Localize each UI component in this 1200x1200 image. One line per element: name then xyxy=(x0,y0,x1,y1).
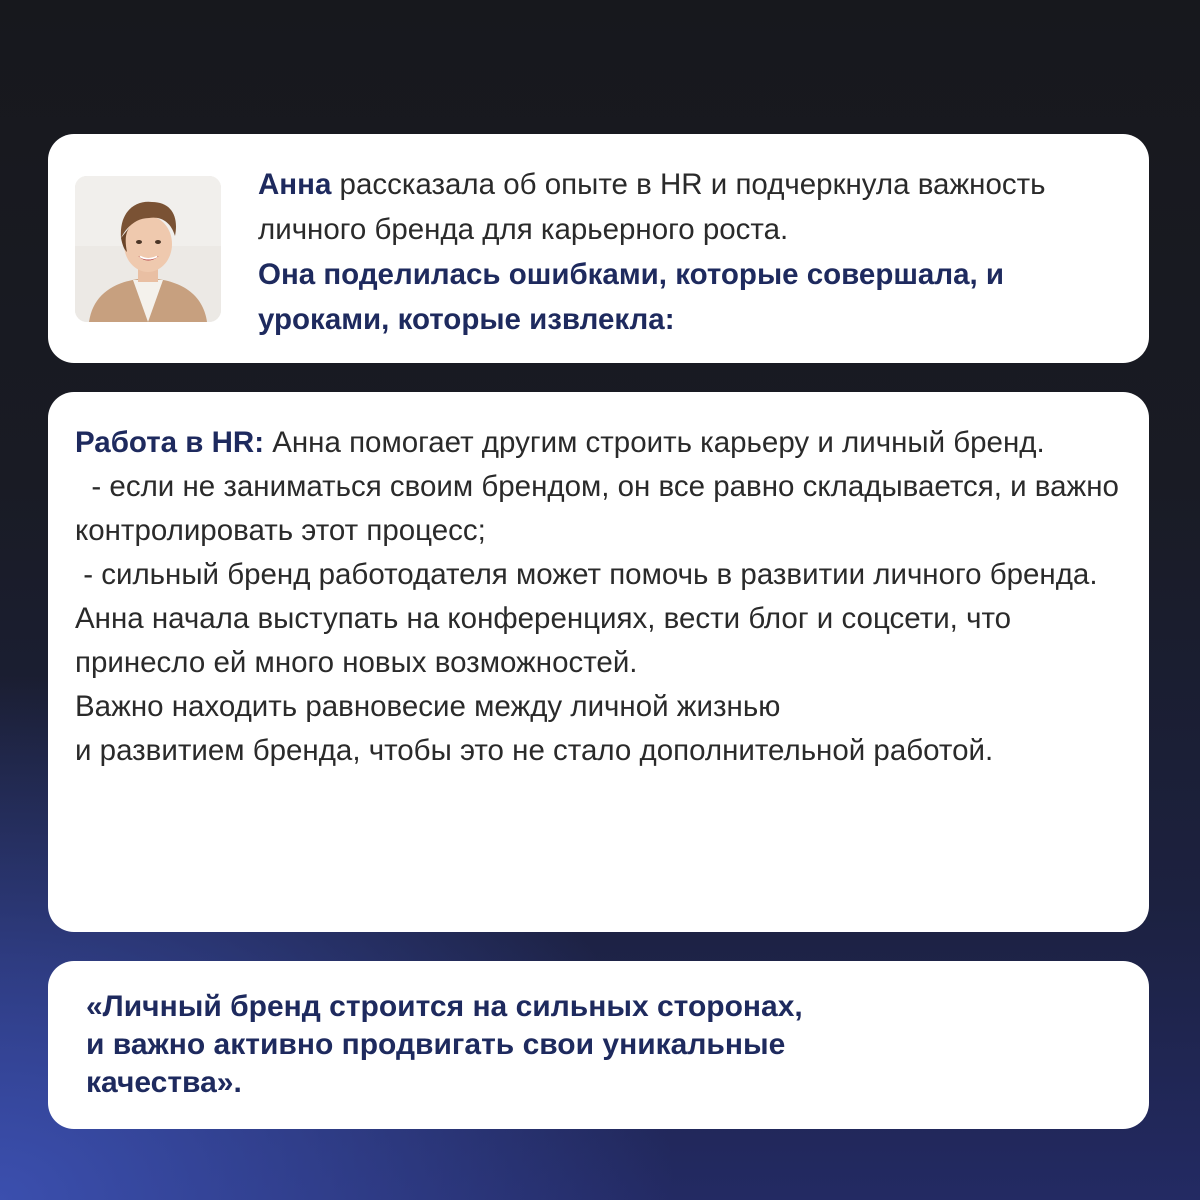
details-card xyxy=(48,392,1149,932)
intro-description: рассказала об опыте в HR и подчеркнула важность личного бренда для карьерного роста. xyxy=(258,168,1046,246)
details-lead: Работа в HR: xyxy=(75,426,265,459)
quote-line-1: «Личный бренд строится на сильных сторонах, xyxy=(86,990,803,1023)
details-text xyxy=(75,421,1135,773)
details-lead-line xyxy=(75,421,1135,465)
paragraph-1: Анна начала выступать на конференциях, вести блог и соцсети, что принесло ей много новых возможностей. xyxy=(75,602,1020,679)
intro-card xyxy=(48,134,1149,363)
intro-text xyxy=(258,162,1118,342)
quote-line-3: качества». xyxy=(86,1066,242,1099)
paragraph-2a: Важно находить равновесие между личной жизнью xyxy=(75,690,781,723)
point-2: - сильный бренд работодателя может помочь в развитии личного бренда. xyxy=(75,558,1098,591)
speaker-name: Анна xyxy=(258,168,332,201)
point-1: - если не заниматься своим брендом, он все равно складывается, и важно контролировать этот процесс; xyxy=(75,470,1128,547)
portrait-image xyxy=(75,176,221,322)
intro-emphasis: Она поделилась ошибками, которые совершала, и уроками, которые извлекла: xyxy=(258,258,1005,336)
quote-card xyxy=(48,961,1149,1129)
paragraph-2b: и развитием бренда, чтобы это не стало дополнительной работой. xyxy=(75,734,994,767)
avatar xyxy=(75,176,221,322)
details-lead-text: Анна помогает другим строить карьеру и личный бренд. xyxy=(264,426,1045,459)
quote-text xyxy=(86,988,1086,1102)
quote-line-2: и важно активно продвигать свои уникальные xyxy=(86,1028,786,1061)
